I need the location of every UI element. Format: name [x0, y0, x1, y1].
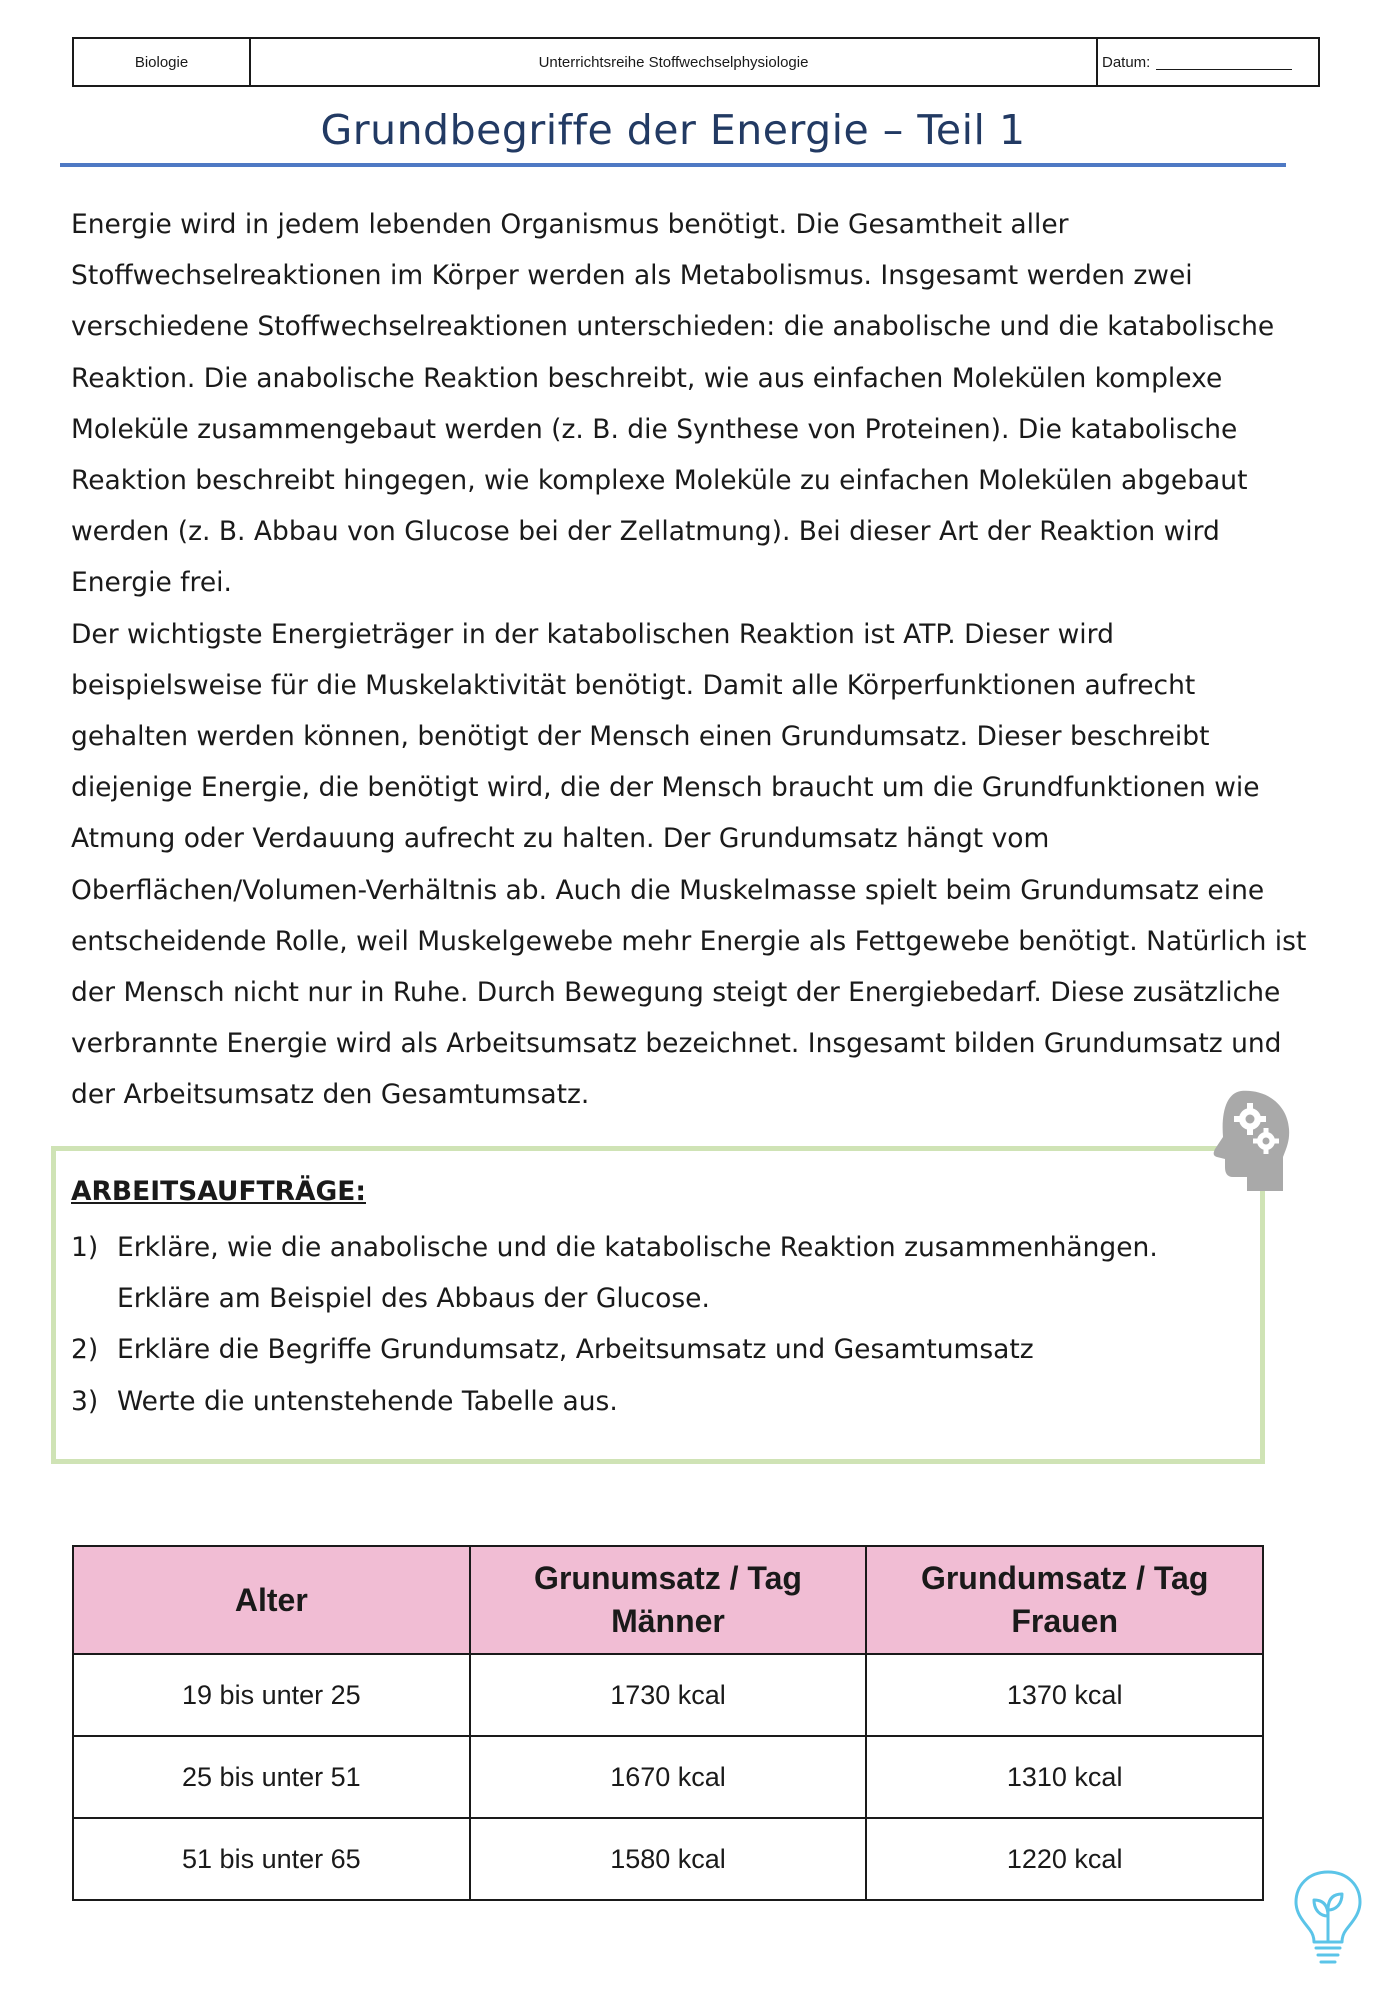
task-item [71, 1376, 1251, 1427]
header-subject: Biologie [74, 39, 251, 85]
paragraph-1: Energie wird in jedem lebenden Organismus benötigt. Die Gesamtheit aller Stoffwechselreaktionen im Körper werden als Metabolismus. Insgesamt werden zwei verschiedene Stoffwechselreaktionen unterschieden: die anabolische und die katabolische Reaktion. Die anabolische Reaktion beschreibt, wie aus einfachen Molekülen komplexe Moleküle zusammengebaut werden (z. B. die Synthese von Proteinen). Die katabolische Reaktion beschreibt hingegen, wie komplexe Moleküle zu einfachen Molekülen abgebaut werden (z. B. Abbau von Glucose bei der Zellatmung). Bei dieser Art der Reaktion wird Energie frei. [71, 209, 1275, 599]
header-men-text: Grunumsatz / Tag Männer [534, 1560, 802, 1639]
cell-age: 51 bis unter 65 [73, 1818, 470, 1900]
cell-women: 1370 kcal [866, 1654, 1263, 1736]
task-number: 1) [71, 1232, 99, 1263]
lightbulb-plant-icon [1288, 1868, 1368, 1968]
date-label: Datum: [1102, 53, 1151, 71]
energy-table [72, 1545, 1264, 1901]
task-list [71, 1222, 1251, 1427]
table-row [73, 1736, 1263, 1818]
cell-men: 1730 kcal [470, 1654, 867, 1736]
table-row [73, 1818, 1263, 1900]
task-number: 2) [71, 1334, 99, 1366]
head-gears-icon [1203, 1087, 1295, 1197]
paragraph-2: Der wichtigste Energieträger in der katabolischen Reaktion ist ATP. Dieser wird beispielsweise für die Muskelaktivität benötigt. Damit alle Körperfunktionen aufrecht gehalten werden können, benötigt der Mensch einen Grundumsatz. Dieser beschreibt diejenige Energie, die benötigt wird, die der Mensch braucht um die Grundfunktionen wie Atmung oder Verdauung aufrecht zu halten. Der Grundumsatz hängt vom Oberflächen/Volumen-Verhältnis ab. Auch die Muskelmasse spielt beim Grundumsatz eine entscheidende Rolle, weil Muskelgewebe mehr Energie als Fettgewebe benötigt. Natürlich ist der Mensch nicht nur in Ruhe. Durch Bewegung steigt der Energiebedarf. Diese zusätzliche verbrannte Energie wird als Arbeitsumsatz bezeichnet. Insgesamt bilden Grundumsatz und der Arbeitsumsatz den Gesamtumsatz. [71, 618, 1307, 1111]
header-age: Alter [73, 1546, 470, 1654]
table-header-row [73, 1546, 1263, 1654]
cell-women: 1220 kcal [866, 1818, 1263, 1900]
cell-women: 1310 kcal [866, 1736, 1263, 1818]
header-series: Unterrichtsreihe Stoffwechselphysiologie [251, 39, 1098, 85]
body-text [71, 199, 1311, 1121]
task-heading: ARBEITSAUFTRÄGE: [71, 1176, 366, 1207]
page-title: Grundbegriffe der Energie – Teil 1 [320, 106, 1026, 154]
task-number: 3) [71, 1385, 99, 1417]
cell-men: 1580 kcal [470, 1818, 867, 1900]
cell-age: 19 bis unter 25 [73, 1654, 470, 1736]
header-men [470, 1546, 867, 1654]
header-table [72, 37, 1320, 87]
task-item [71, 1324, 1251, 1375]
header-date [1098, 39, 1318, 85]
header-women [866, 1546, 1263, 1654]
table-row [73, 1654, 1263, 1736]
task-text: Werte die untenstehende Tabelle aus. [117, 1385, 618, 1417]
cell-age: 25 bis unter 51 [73, 1736, 470, 1818]
header-women-text: Grundumsatz / Tag Frauen [920, 1560, 1209, 1639]
task-text: Erkläre, wie die anabolische und die katabolische Reaktion zusammenhängen. Erkläre am Beispiel des Abbaus der Glucose. [117, 1232, 1158, 1315]
title-underline [60, 163, 1286, 167]
cell-men: 1670 kcal [470, 1736, 867, 1818]
task-text: Erkläre die Begriffe Grundumsatz, Arbeitsumsatz und Gesamtumsatz [117, 1334, 1034, 1366]
task-item [71, 1222, 1251, 1324]
date-line [1156, 55, 1292, 70]
